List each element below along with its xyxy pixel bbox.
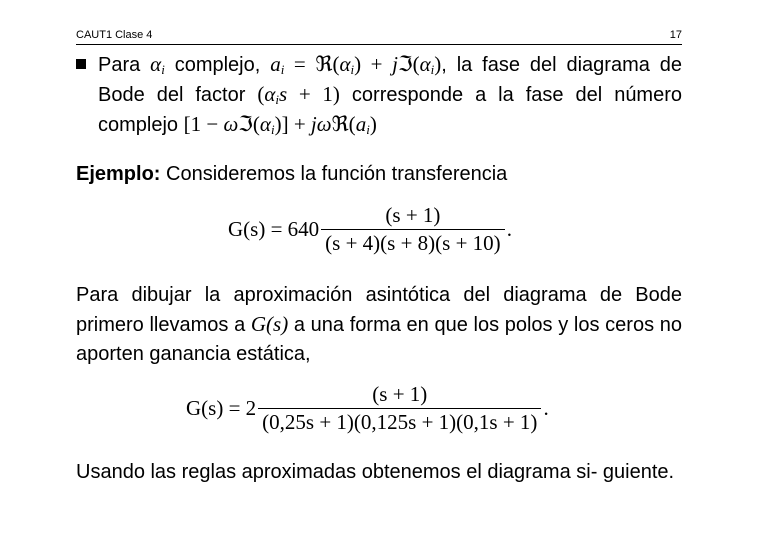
equation-2-period: . [543,396,549,420]
equation-2-numerator: (s + 1) [372,382,428,406]
equation-2-lhs: G(s) = 2 [186,396,257,420]
example-text: Consideremos la función transferencia [160,163,508,185]
equation-2-denominator: (0,25s + 1)(0,125s + 1)(0,1s + 1) [258,408,541,435]
equation-1-fraction [321,203,505,256]
square-bullet-icon [76,59,86,69]
equation-1-period: . [506,217,512,241]
paragraph-conclusion: Usando las reglas aproximadas obtenemos el diagrama si- guiente. [76,461,675,483]
header-rule [76,44,682,45]
bullet-paragraph [76,50,682,140]
equation-1-denominator: (s + 4)(s + 8)(s + 10) [321,229,505,256]
paragraph-bode-approximation: Para dibujar la aproximación asintótica del diagrama de Bode primero llevamos a G(s) a una forma en que los polos y los ceros no aporten ganancia estática, [76,284,682,365]
equation-transfer-function [228,203,512,256]
example-line [76,160,682,189]
equation-1-lhs: G(s) = 640 [228,217,320,241]
header-course-label: CAUT1 Clase 4 [76,29,153,41]
header-page-number: 17 [669,29,682,41]
equation-2-fraction [258,382,541,435]
equation-normalized-transfer-function [186,382,549,435]
example-label: Ejemplo: [76,163,161,185]
bullet-text: Para $\alpha_i$ complejo, $a_i$ = $ℜ(\alpha_i)$ + $jℑ(\alpha_i)$, la fase del diagrama de Bode del factor $(\alpha_is + 1)$ corresponde a la fase del número complejo $[1 - \omega ℑ(\alpha_i)]$ + $j\omega ℜ(a_i)$ [98,52,683,137]
equation-1-numerator: (s + 1) [385,203,441,227]
inline-math-g-of-s: G(s) [250,312,289,336]
